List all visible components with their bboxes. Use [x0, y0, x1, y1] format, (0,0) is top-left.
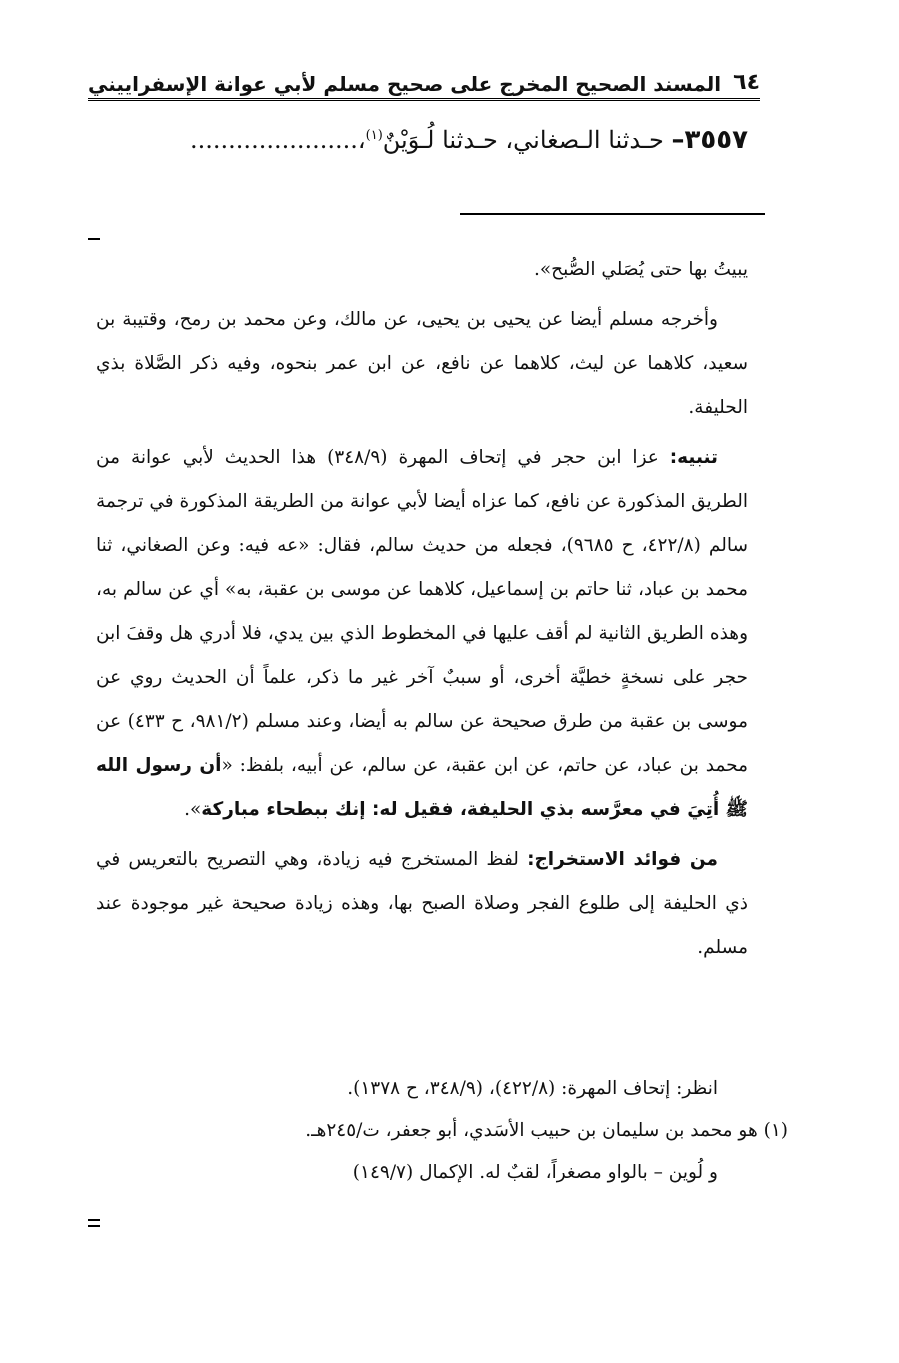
hadith-ellipsis: ،...................... [190, 126, 366, 154]
margin-mark-top [88, 238, 100, 240]
see-also-line: انظر: إتحاف المهرة: (٤٢٢/٨)، (٣٤٨/٩، ح ١٣٧٨). [347, 1078, 718, 1099]
benefits-label: من فوائد الاستخراج: [527, 849, 718, 870]
margin-mark-bottom-1 [88, 1219, 100, 1221]
benefits-text: لفظ المستخرج فيه زيادة، وهي التصريح بالتعريس في ذي الحليفة إلى طلوع الفجر وصلاة الصبح بها، وهذه زيادة صحيحة غير موجودة عند مسلم. [96, 849, 748, 958]
hadith-number: ٣٥٥٧– [671, 125, 748, 155]
note-paragraph-2: وأخرجه مسلم أيضا عن يحيى بن يحيى، عن مالك، وعن محمد بن رمح، وقتيبة بن سعيد، كلاهما عن ليث، كلاهما عن نافع، عن ابن عمر بنحوه، وفيه ذكر الصَّلاة بذي الحليفة. [96, 309, 748, 418]
footnote-1: (١) هو محمد بن سليمان بن حبيب الأسَدي، أبو جعفر، ت/٢٤٥هـ. [305, 1120, 788, 1141]
footnote-marker: (١) [365, 128, 383, 143]
hadith-isnad: حـدثنا الـصغاني، حـدثنا لُـوَيْنٌ [382, 126, 672, 154]
note-paragraph-1: يبيتُ بها حتى يُصَلي الصُّبح». [533, 259, 748, 280]
quote-close: ». [184, 799, 202, 820]
tanbih-text: عزا ابن حجر في إتحاف المهرة (٣٤٨/٩) هذا الحديث لأبي عوانة من الطريق المذكورة عن نافع، كما عزاه أيضا لأبي عوانة من الطريقة المذكورة في ترجمة سالم (٤٢٢/٨، ح ٩٦٨٥)، فجعله من حديث سالم، فقال: «عه فيه: وعن الصغاني، ثنا محمد بن عباد، ثنا حاتم بن إسماعيل، كلاهما عن موسى بن عقبة، به» أي عن سالم به، وهذه الطريق الثانية لم أقف عليها في المخطوط الذي بين يدي، فلا أدري هل وقفَ ابن حجر على نسخةٍ خطيَّة أخرى، أو سببٌ آخر غير ما ذكر، علماً أن الحديث روي عن موسى بن عقبة من طرق صحيحة عن سالم به أيضا، وعند مسلم (٩٨١/٢، ح ٤٣٣) عن محمد بن عباد، عن حاتم، عن ابن عقبة، عن سالم، عن أبيه، بلفظ: « [96, 447, 748, 776]
footnote-separator [460, 213, 765, 215]
hadith-quote: أن رسول الله ﷺ أُتِيَ في معرَّسه بذي الحليفة، فقيل له: إنك ببطحاء مباركة [96, 755, 748, 820]
footnote-notes [96, 248, 748, 976]
tanbih-label: تنبيه: [669, 447, 719, 468]
margin-mark-bottom-2 [88, 1225, 100, 1227]
book-title: المسند الصحيح المخرج على صحيح مسلم لأبي عوانة الإسفراييني [88, 72, 722, 96]
note-paragraph-4 [96, 838, 748, 970]
hadith-heading [88, 122, 748, 158]
references [96, 1068, 788, 1194]
page-header [88, 60, 760, 101]
footnote-1-continued: و لُوين – بالواو مصغراً، لقبٌ له. الإكمال (١٤٩/٧) [352, 1162, 718, 1183]
note-paragraph-3 [96, 436, 748, 832]
page-number: ٦٤ [733, 70, 760, 95]
